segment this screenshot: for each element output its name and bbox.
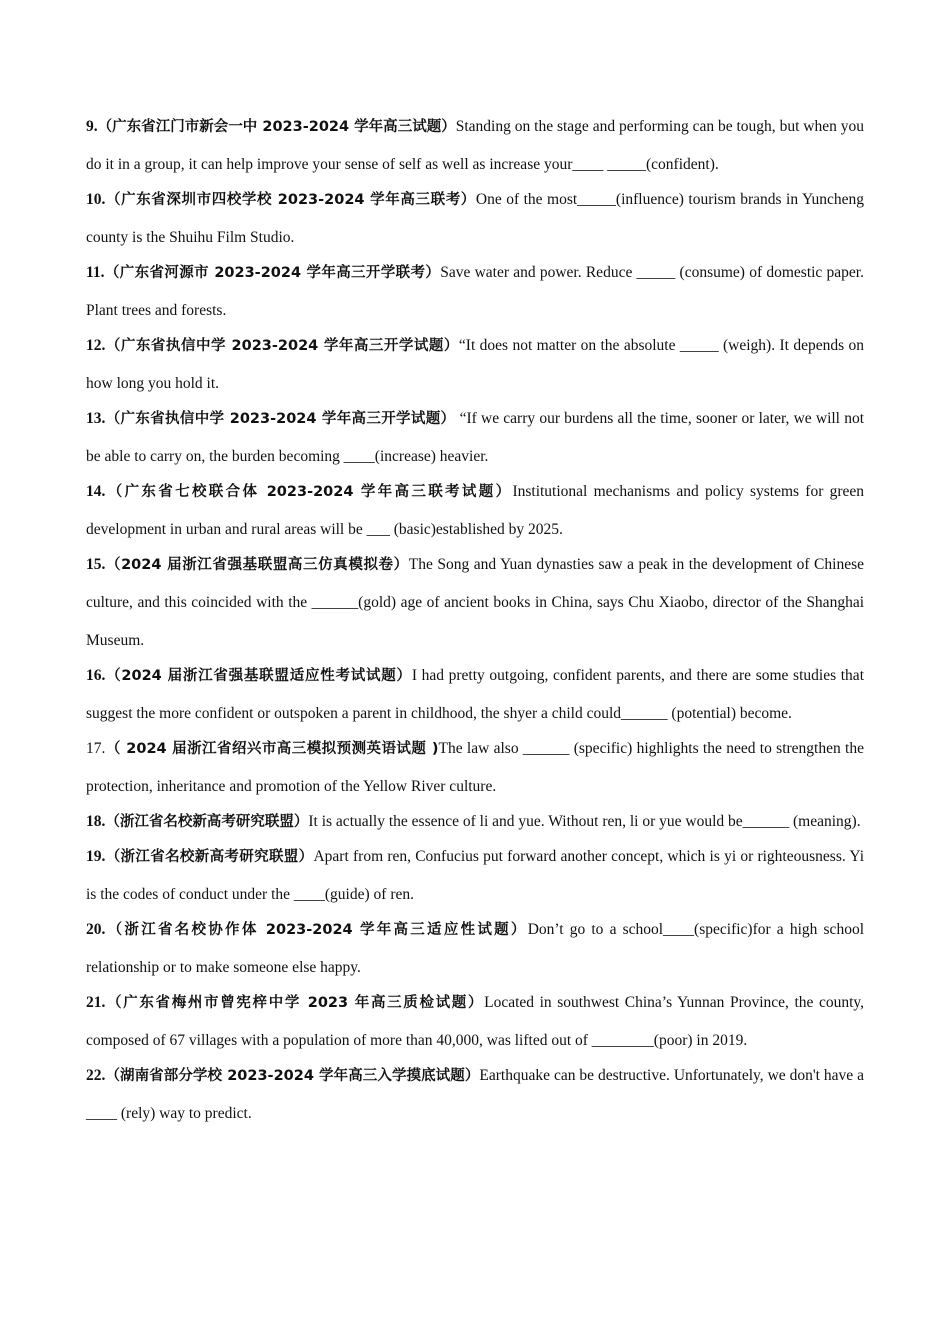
question-text: Don’t go to a school____(specific)for a high school relationship or to make someone else happy.	[86, 921, 864, 976]
question-source: （ 2024 届浙江省绍兴市高三模拟预测英语试题 )	[105, 741, 439, 757]
question-21	[86, 984, 864, 1060]
question-source: （广东省七校联合体 2023-2024 学年高三联考试题）	[105, 484, 513, 500]
question-number: 14.	[86, 483, 106, 500]
question-source: （广东省执信中学 2023-2024 学年高三开学试题）	[105, 411, 456, 427]
question-number: 22.	[86, 1067, 106, 1084]
question-number: 17.	[86, 740, 106, 757]
question-text: One of the most_____(influence) tourism brands in Yuncheng county is the Shuihu Film Studio.	[86, 191, 864, 246]
question-number: 19.	[86, 848, 106, 865]
question-number: 11.	[86, 264, 105, 281]
question-17	[86, 730, 864, 806]
question-18	[86, 803, 864, 841]
question-number: 12.	[86, 337, 106, 354]
question-text: Located in southwest China’s Yunnan Province, the county, composed of 67 villages with a population of more than 40,000, was lifted out of ________(poor) in 2019.	[86, 994, 865, 1049]
question-text: “If we carry our burdens all the time, sooner or later, we will not be able to carry on, the burden becoming ____(increase) heavier.	[86, 410, 865, 465]
question-19	[86, 838, 864, 914]
question-text: Institutional mechanisms and policy systems for green development in urban and rural areas will be ___ (basic)established by 2025.	[86, 483, 864, 538]
question-text: Save water and power. Reduce _____ (consume) of domestic paper. Plant trees and forests.	[86, 264, 864, 319]
question-source: （浙江省名校新高考研究联盟）	[105, 849, 314, 865]
question-11	[86, 254, 864, 330]
question-source: （2024 届浙江省强基联盟高三仿真模拟卷）	[105, 557, 409, 573]
question-text: It is actually the essence of li and yue. Without ren, li or yue would be______ (meaning).	[308, 813, 861, 830]
question-source: （湖南省部分学校 2023-2024 学年高三入学摸底试题）	[105, 1068, 480, 1084]
question-source: （浙江省名校新高考研究联盟）	[105, 814, 309, 830]
question-text: The law also ______ (specific) highlights the need to strengthen the protection, inheritance and promotion of the Yellow River culture.	[86, 740, 864, 795]
question-number: 10.	[86, 191, 106, 208]
question-source: （广东省河源市 2023-2024 学年高三开学联考）	[104, 265, 441, 281]
question-22	[86, 1057, 864, 1133]
question-20	[86, 911, 864, 987]
question-13	[86, 400, 864, 476]
question-9	[86, 108, 864, 184]
question-source: （广东省执信中学 2023-2024 学年高三开学试题）	[105, 338, 459, 354]
question-source: （广东省深圳市四校学校 2023-2024 学年高三联考）	[105, 192, 476, 208]
question-14	[86, 473, 864, 549]
question-list	[86, 108, 864, 1130]
question-source: （2024 届浙江省强基联盟适应性考试试题）	[105, 668, 412, 684]
question-number: 20.	[86, 921, 106, 938]
question-10	[86, 181, 864, 257]
question-source: （广东省梅州市曾宪梓中学 2023 年高三质检试题）	[105, 995, 485, 1011]
question-number: 15.	[86, 556, 106, 573]
question-number: 18.	[86, 813, 106, 830]
question-number: 21.	[86, 994, 106, 1011]
question-text: Earthquake can be destructive. Unfortunately, we don't have a ____ (rely) way to predict.	[86, 1067, 865, 1122]
question-text: “It does not matter on the absolute _____ (weigh). It depends on how long you hold it.	[86, 337, 864, 392]
question-text: The Song and Yuan dynasties saw a peak in the development of Chinese culture, and this coincided with the ______(gold) age of ancient books in China, says Chu Xiaobo, director of the Shanghai Museum.	[86, 556, 864, 649]
question-source: （浙江省名校协作体 2023-2024 学年高三适应性试题）	[105, 922, 528, 938]
question-number: 13.	[86, 410, 106, 427]
question-text: Standing on the stage and performing can be tough, but when you do it in a group, it can help improve your sense of self as well as increase your____ _____(confident).	[86, 118, 864, 173]
question-text: Apart from ren, Confucius put forward another concept, which is yi or righteousness. Yi is the codes of conduct under the ____(guide) of ren.	[86, 848, 865, 903]
question-16	[86, 657, 864, 733]
question-text: I had pretty outgoing, confident parents, and there are some studies that suggest the more confident or outspoken a parent in childhood, the shyer a child could______ (potential) become.	[86, 667, 864, 722]
question-15	[86, 546, 864, 660]
question-number: 16.	[86, 667, 106, 684]
question-source: （广东省江门市新会一中 2023-2024 学年高三试题）	[97, 119, 456, 135]
question-number: 9.	[86, 118, 98, 135]
question-12	[86, 327, 864, 403]
